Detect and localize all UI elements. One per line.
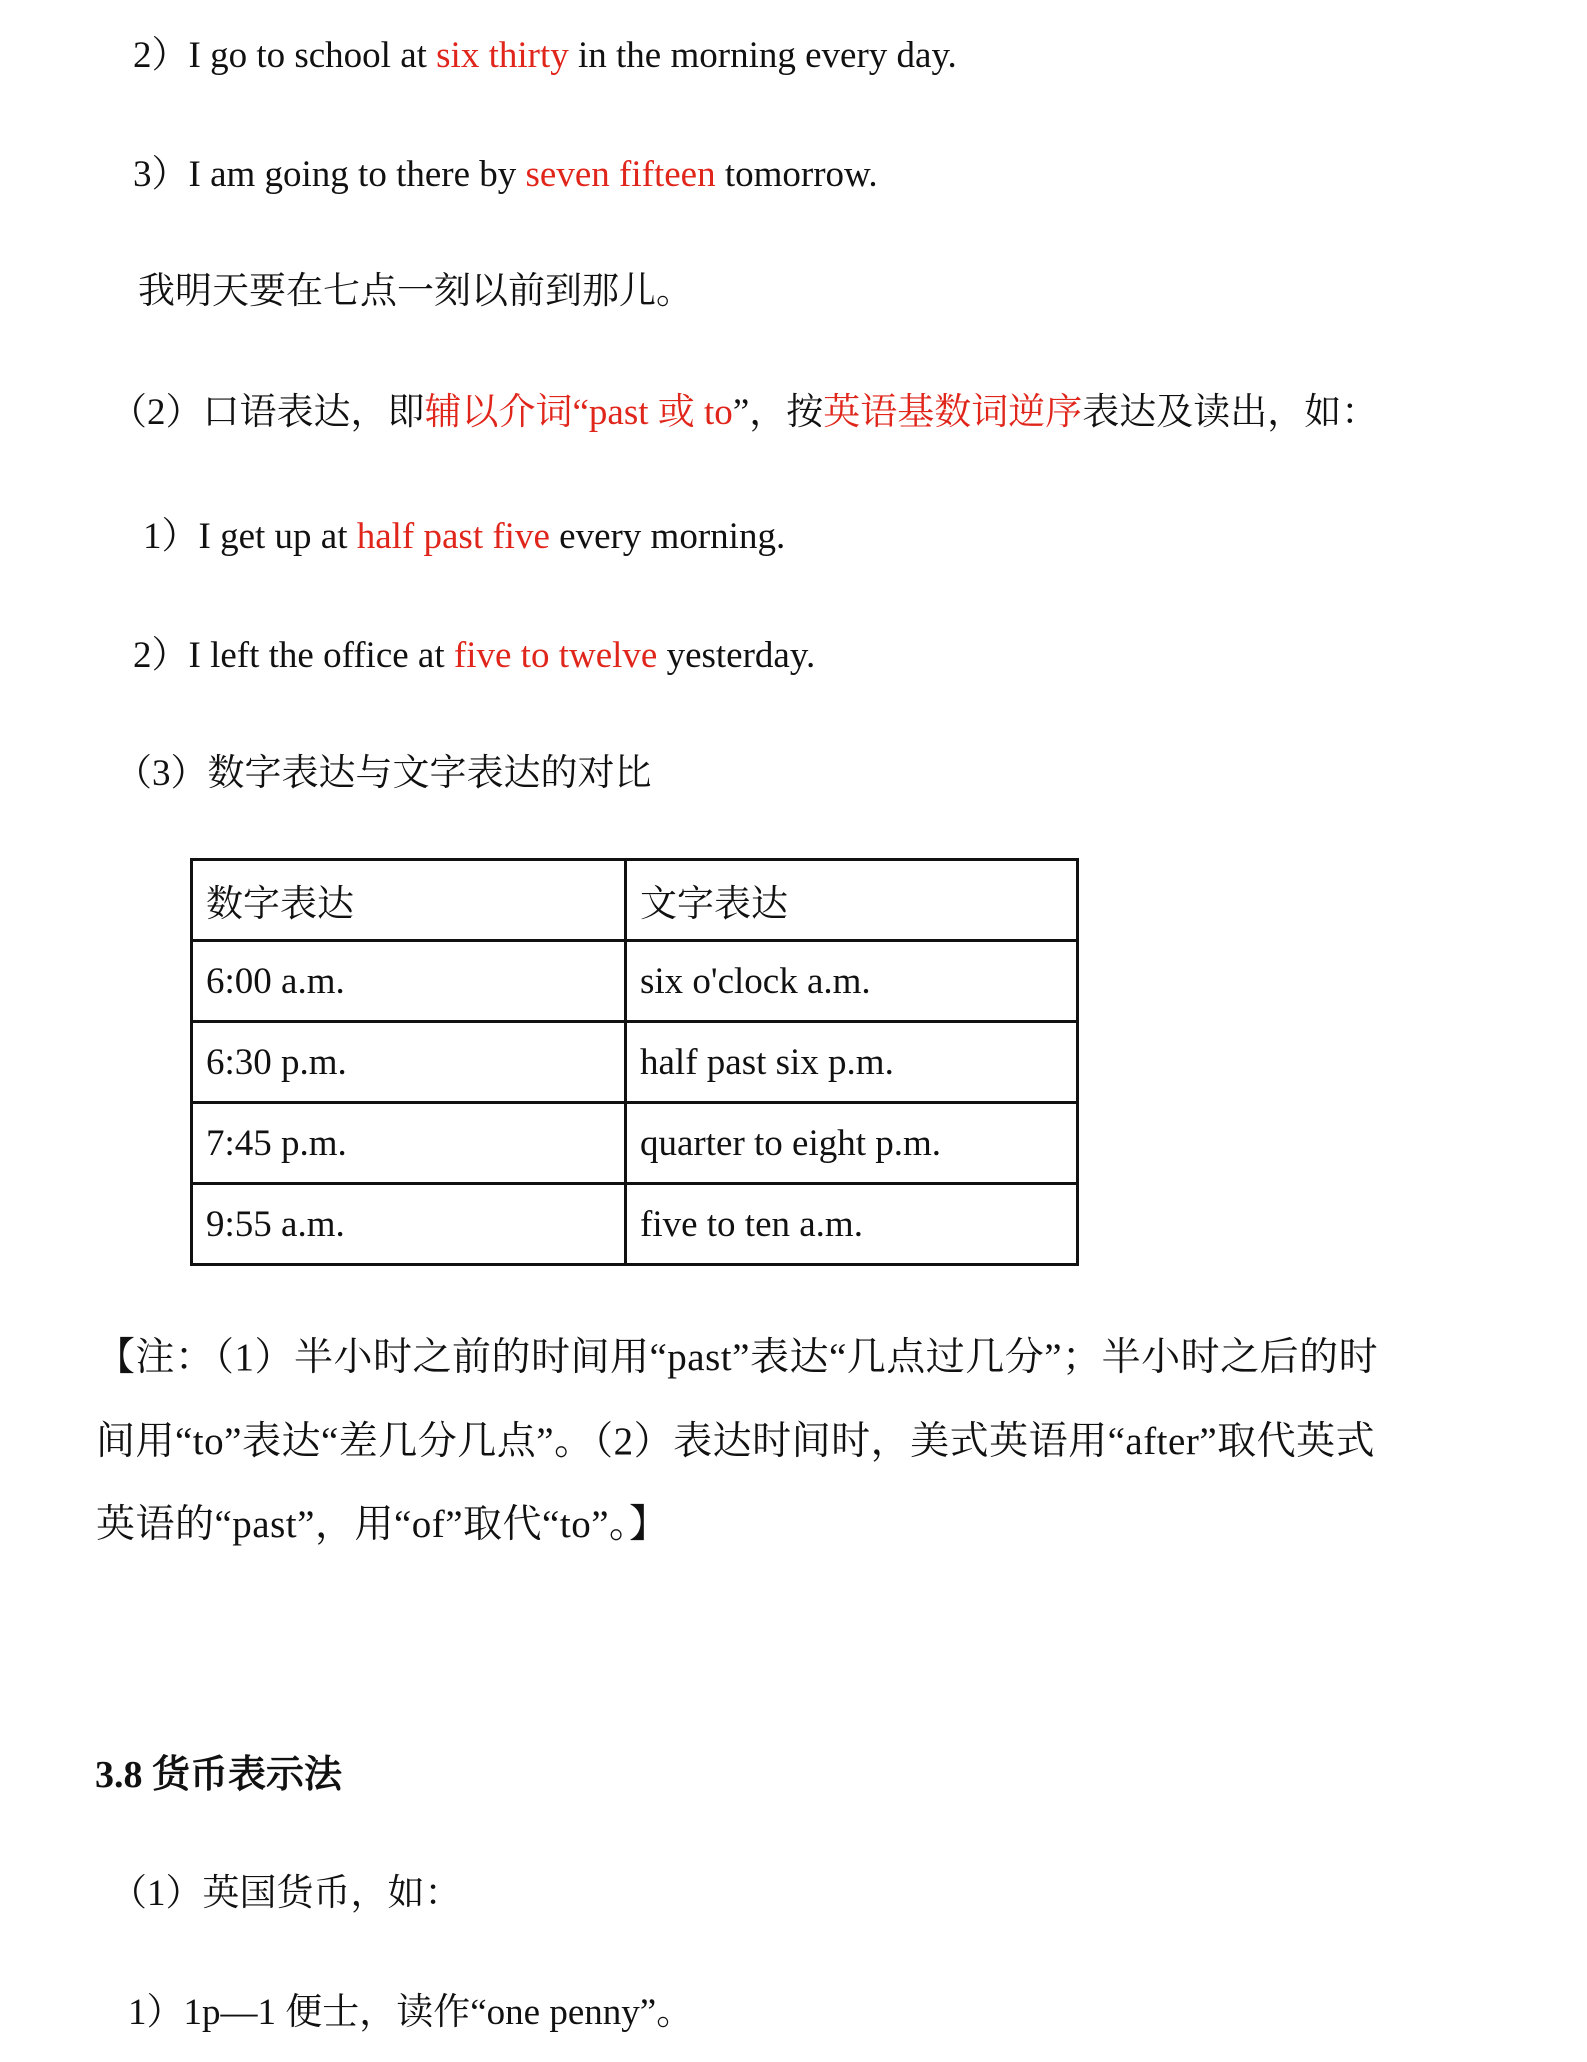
table-row	[192, 1103, 1078, 1184]
table-cell: 7:45 p.m.	[192, 1103, 626, 1184]
comparison-heading: （3）数字表达与文字表达的对比	[115, 753, 652, 794]
highlight: seven fifteen	[525, 154, 716, 195]
comparison-table	[190, 858, 1079, 1266]
example-school-time: 2）I go to school at six thirty in the morning every day.	[133, 35, 957, 76]
example-left-office: 2）I left the office at five to twelve yesterday.	[133, 635, 816, 676]
note-line-3: 英语的“past”，用“of”取代“to”。】	[96, 1503, 669, 1546]
table-header-cell: 文字表达	[626, 860, 1078, 941]
table-cell: 6:30 p.m.	[192, 1022, 626, 1103]
table-cell: half past six p.m.	[626, 1022, 1078, 1103]
table-cell: 9:55 a.m.	[192, 1184, 626, 1265]
chinese-translation: 我明天要在七点一刻以前到那儿。	[138, 271, 693, 312]
highlight: six thirty	[436, 35, 569, 76]
table-row	[192, 1184, 1078, 1265]
table-header-cell: 数字表达	[192, 860, 626, 941]
note-line-2: 间用“to”表达“差几分几点”。（2）表达时间时，美式英语用“after”取代英式	[96, 1420, 1376, 1463]
table-cell: 6:00 a.m.	[192, 941, 626, 1022]
table-header-row	[192, 860, 1078, 941]
oral-expression-rule: （2）口语表达，即辅以介词“past 或 to”，按英语基数词逆序表达及读出，如：	[110, 392, 1379, 433]
table-cell: five to ten a.m.	[626, 1184, 1078, 1265]
note-line-1: 【注：（1）半小时之前的时间用“past”表达“几点过几分”；半小时之后的时	[96, 1336, 1379, 1379]
example-going-there: 3）I am going to there by seven fifteen tomorrow.	[133, 154, 878, 195]
highlight: 辅以介词“past 或 to	[424, 392, 733, 433]
table-cell: six o'clock a.m.	[626, 941, 1078, 1022]
table-row	[192, 1022, 1078, 1103]
table-row	[192, 941, 1078, 1022]
example-get-up: 1）I get up at half past five every morning.	[143, 516, 786, 557]
highlight: five to twelve	[453, 635, 658, 676]
section-title: 3.8 货币表示法	[95, 1754, 343, 1796]
currency-item-penny: 1）1p—1 便士，读作“one penny”。	[128, 1992, 694, 2033]
currency-intro: （1）英国货币，如：	[110, 1873, 462, 1914]
highlight: 英语基数词逆序	[823, 392, 1083, 433]
highlight: half past five	[356, 516, 550, 557]
table-cell: quarter to eight p.m.	[626, 1103, 1078, 1184]
